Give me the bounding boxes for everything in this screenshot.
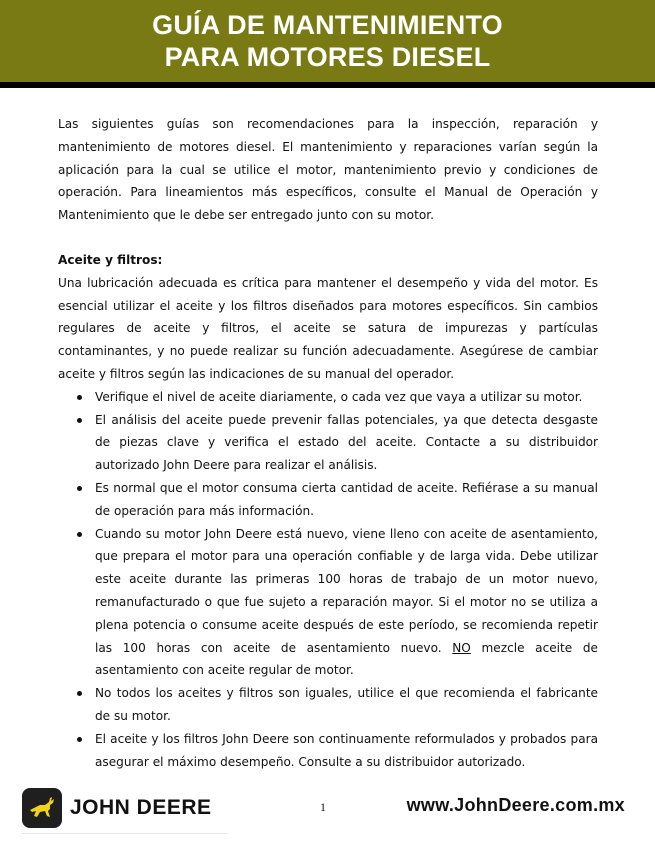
list-item xyxy=(58,409,598,477)
bullet-icon xyxy=(77,395,82,400)
list-item xyxy=(58,523,598,683)
list-item-text-part2: mezcle aceite de asentamiento con aceite regular de motor. xyxy=(95,640,598,678)
list-item xyxy=(58,682,598,728)
emphasis-no: NO xyxy=(452,640,471,655)
footer-divider xyxy=(22,833,227,834)
section-title: Aceite y filtros: xyxy=(58,252,163,267)
brand-name: JOHN DEERE xyxy=(70,796,212,819)
leaping-deer-icon xyxy=(26,793,58,823)
list-item-text: Es normal que el motor consuma cierta cantidad de aceite. Refiérase a su manual de operación para más información. xyxy=(95,480,598,518)
deer-badge xyxy=(22,788,62,828)
page-header xyxy=(0,0,655,88)
website-link[interactable]: www.JohnDeere.com.mx xyxy=(406,795,625,815)
list-item-text-part1: Cuando su motor John Deere está nuevo, viene lleno con aceite de asentamiento, que prepara el motor para una operación confiable y de larga vida. Debe utilizar este aceite durante las primeras 100 horas de trabajo de un motor nuevo, remanufacturado o que fue sujeto a reparación mayor. Si el motor no se utiliza a plena potencia o consume aceite después de este período, se recomienda repetir las 100 horas con aceite de asentamiento nuevo. xyxy=(95,526,598,655)
list-item-text: El aceite y los filtros John Deere son continuamente reformulados y probados para asegurar el máximo desempeño. Consulte a su distribuidor autorizado. xyxy=(95,731,598,769)
list-item xyxy=(58,728,598,774)
list-item-text: Verifique el nivel de aceite diariamente, o cada vez que vaya a utilizar su motor. xyxy=(95,389,583,404)
bullet-icon xyxy=(77,418,82,423)
section-paragraph: Una lubricación adecuada es crítica para mantener el desempeño y vida del motor. Es esencial utilizar el aceite y los filtros diseñados para motores específicos. Sin cambios regulares de aceite y filtros, el aceite se satura de impurezas y partículas contaminantes, y no puede realizar su función adecuadamente. Asegúrese de cambiar aceite y filtros según las indicaciones de su manual del operador. xyxy=(58,275,598,381)
intro-paragraph: Las siguientes guías son recomendaciones para la inspección, reparación y mantenimiento de motores diesel. El mantenimiento y reparaciones varían según la aplicación para la cual se utilice el motor, mantenimiento previo y condiciones de operación. Para lineamientos más específicos, consulte el Manual de Operación y Mantenimiento que le debe ser entregado junto con su motor. xyxy=(58,117,598,223)
bullet-icon xyxy=(77,486,82,491)
bullet-icon xyxy=(77,737,82,742)
bullet-list xyxy=(58,386,598,774)
john-deere-logo xyxy=(22,786,227,830)
list-item-text: El análisis del aceite puede prevenir fallas potenciales, ya que detecta desgaste de piezas clave y verifica el estado del aceite. Contacte a su distribuidor autorizado John Deere para realizar el análisis. xyxy=(95,412,598,473)
title-line-2: PARA MOTORES DIESEL xyxy=(164,42,491,72)
list-item xyxy=(58,477,598,523)
bullet-icon xyxy=(77,691,82,696)
bullet-icon xyxy=(77,532,82,537)
list-item xyxy=(58,386,598,409)
document-body xyxy=(58,113,598,773)
title-line-1: GUÍA DE MANTENIMIENTO xyxy=(152,10,503,40)
page-number: 1 xyxy=(320,800,326,814)
list-item-text: No todos los aceites y filtros son iguales, utilice el que recomienda el fabricante de su motor. xyxy=(95,686,598,723)
